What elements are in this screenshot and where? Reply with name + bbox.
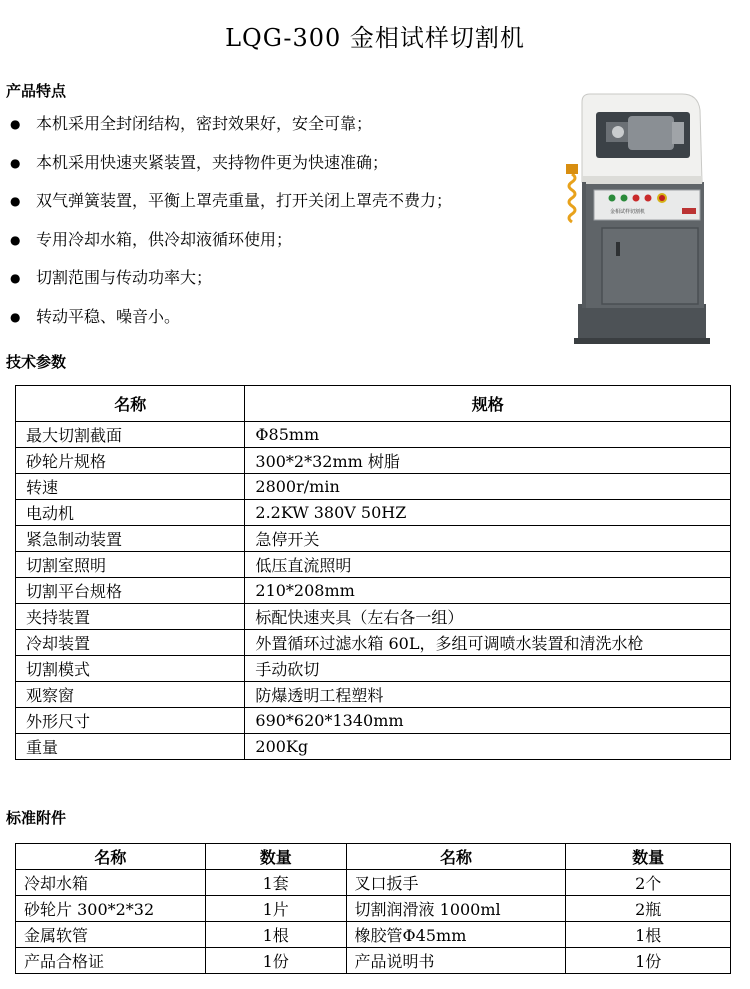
bullet-icon: ● — [10, 117, 21, 131]
table-row — [16, 448, 731, 474]
specs-heading: 技术参数 — [6, 353, 67, 371]
bullet-icon: ● — [10, 271, 21, 285]
feature-item: ● 双气弹簧装置，平衡上罩壳重量，打开关闭上罩壳不费力； — [0, 189, 530, 228]
accessory-qty: 1根 — [566, 922, 731, 948]
door-handle-icon — [616, 242, 620, 256]
features-heading: 产品特点 — [6, 82, 67, 100]
spec-name: 外形尺寸 — [16, 708, 245, 734]
table-row — [16, 656, 731, 682]
spec-value: 690*620*1340mm — [245, 708, 731, 734]
accessory-name: 金属软管 — [16, 922, 206, 948]
accessories-table — [15, 843, 731, 974]
spec-name: 最大切割截面 — [16, 422, 245, 448]
feature-item: ● 专用冷却水箱，供冷却液循环使用； — [0, 228, 530, 267]
bullet-icon: ● — [10, 155, 21, 170]
spec-name: 观察窗 — [16, 682, 245, 708]
table-header-row — [16, 386, 731, 422]
table-row — [16, 948, 731, 974]
spec-value: 标配快速夹具（左右各一组） — [245, 604, 731, 630]
accessory-qty: 1份 — [205, 948, 346, 974]
accessory-qty: 1份 — [566, 948, 731, 974]
spec-name: 转速 — [16, 474, 245, 500]
accessory-name: 切割润滑液 1000ml — [346, 896, 566, 922]
table-row — [16, 896, 731, 922]
spec-name: 冷却装置 — [16, 630, 245, 656]
spec-name: 重量 — [16, 734, 245, 760]
spec-value: 低压直流照明 — [245, 552, 731, 578]
spec-value: 210*208mm — [245, 578, 731, 604]
spec-value: Φ85mm — [245, 422, 731, 448]
header-cell: 数量 — [205, 844, 346, 870]
feature-item: ● 本机采用全封闭结构，密封效果好，安全可靠； — [0, 112, 530, 151]
bullet-icon: ● — [10, 309, 21, 324]
table-row — [16, 708, 731, 734]
spec-name: 切割室照明 — [16, 552, 245, 578]
spec-name: 砂轮片规格 — [16, 448, 245, 474]
accessory-name: 冷却水箱 — [16, 870, 206, 896]
spec-name: 电动机 — [16, 500, 245, 526]
spec-value: 2800r/min — [245, 474, 731, 500]
feature-item: ● 本机采用快速夹紧装置，夹持物件更为快速准确； — [0, 151, 530, 190]
accessory-name: 橡胶管Φ45mm — [346, 922, 566, 948]
feature-item: ● 转动平稳、噪音小。 — [0, 305, 530, 344]
spec-value: 急停开关 — [245, 526, 731, 552]
spec-value: 300*2*32mm 树脂 — [245, 448, 731, 474]
green-button-icon — [609, 195, 616, 202]
accessory-qty: 1片 — [205, 896, 346, 922]
svg-text:金相试样切割机: 金相试样切割机 — [610, 209, 646, 215]
accessories-heading: 标准附件 — [6, 809, 67, 827]
header-cell: 名称 — [16, 844, 206, 870]
accessory-qty: 1根 — [205, 922, 346, 948]
table-row — [16, 870, 731, 896]
table-row — [16, 922, 731, 948]
cutting-machine-illustration — [532, 82, 742, 350]
page-title: LQG-300 金相试样切割机 — [225, 24, 525, 52]
header-cell: 规格 — [245, 386, 731, 422]
table-row — [16, 734, 731, 760]
spec-name: 夹持装置 — [16, 604, 245, 630]
spec-value: 200Kg — [245, 734, 731, 760]
accessory-name: 产品合格证 — [16, 948, 206, 974]
accessory-name: 砂轮片 300*2*32 — [16, 896, 206, 922]
table-row — [16, 526, 731, 552]
spec-value: 外置循环过滤水箱 60L，多组可调喷水装置和清洗水枪 — [245, 630, 731, 656]
table-row — [16, 474, 731, 500]
feature-list — [0, 112, 530, 343]
table-row — [16, 578, 731, 604]
table-row — [16, 500, 731, 526]
red-button-icon — [633, 195, 640, 202]
spec-value: 2.2KW 380V 50HZ — [245, 500, 731, 526]
bullet-icon: ● — [10, 194, 21, 208]
table-row — [16, 682, 731, 708]
spec-value: 防爆透明工程塑料 — [245, 682, 731, 708]
spec-value: 手动砍切 — [245, 656, 731, 682]
header-cell: 名称 — [16, 386, 245, 422]
header-cell: 名称 — [346, 844, 566, 870]
table-row — [16, 552, 731, 578]
feature-item: ● 切割范围与传动功率大； — [0, 266, 530, 305]
table-header-row — [16, 844, 731, 870]
bullet-icon: ● — [10, 232, 21, 247]
spec-table — [15, 385, 731, 760]
table-row — [16, 604, 731, 630]
spec-name: 紧急制动装置 — [16, 526, 245, 552]
accessory-qty: 1套 — [205, 870, 346, 896]
header-cell: 数量 — [566, 844, 731, 870]
spec-name: 切割模式 — [16, 656, 245, 682]
accessory-qty: 2瓶 — [566, 896, 731, 922]
accessory-name: 叉口扳手 — [346, 870, 566, 896]
accessory-qty: 2个 — [566, 870, 731, 896]
table-row — [16, 630, 731, 656]
accessory-name: 产品说明书 — [346, 948, 566, 974]
spec-name: 切割平台规格 — [16, 578, 245, 604]
table-row — [16, 422, 731, 448]
product-photo — [532, 82, 742, 350]
